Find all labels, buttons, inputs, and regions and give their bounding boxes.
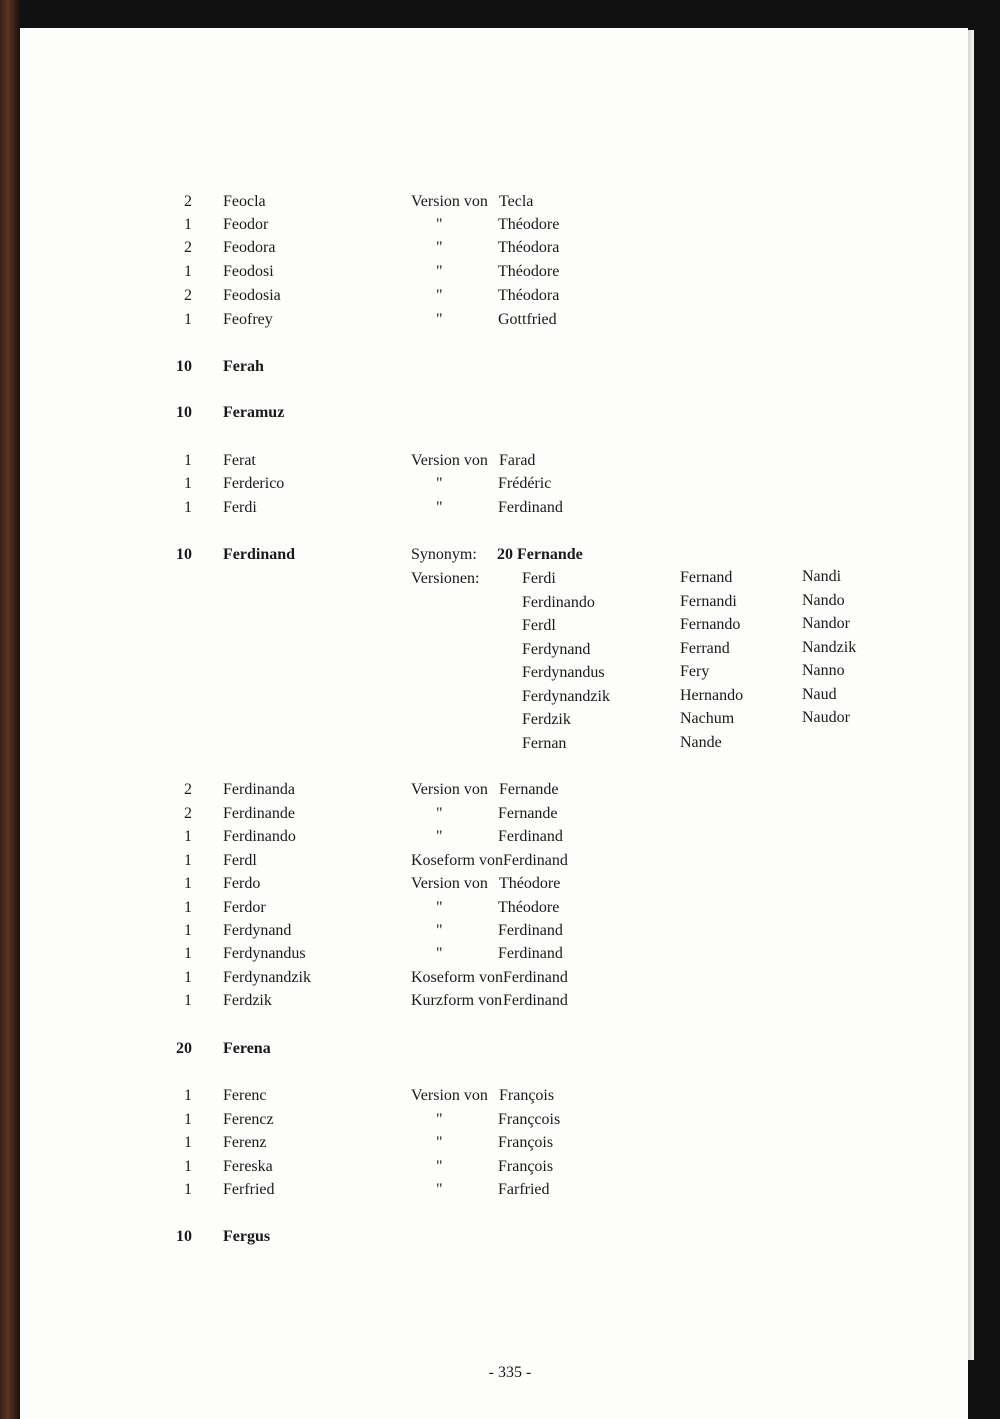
entry-reference: Fernande bbox=[498, 805, 558, 822]
entry-reference: Farfried bbox=[498, 1181, 550, 1198]
ditto-mark: " bbox=[436, 1134, 443, 1151]
entry-count: 1 bbox=[184, 1111, 192, 1128]
entry-reference: Gottfried bbox=[498, 311, 557, 328]
version-name: Ferdynandus bbox=[522, 664, 605, 681]
version-name: Ferdinando bbox=[522, 594, 595, 611]
ditto-mark: " bbox=[436, 805, 443, 822]
entry-reference: Ferdinand bbox=[498, 828, 563, 845]
entry-count: 1 bbox=[184, 216, 192, 233]
entry-count: 2 bbox=[184, 193, 192, 210]
entry-count: 2 bbox=[184, 805, 192, 822]
entry-name: Ferdynandzik bbox=[223, 969, 311, 986]
entry-name: Feofrey bbox=[223, 311, 273, 328]
ditto-mark: " bbox=[436, 1111, 443, 1128]
entry-count: 1 bbox=[184, 452, 192, 469]
document-page bbox=[20, 28, 968, 1419]
ditto-mark: " bbox=[436, 828, 443, 845]
version-name: Naud bbox=[802, 686, 837, 703]
entry-name: Ferdor bbox=[223, 899, 266, 916]
ditto-mark: " bbox=[436, 311, 443, 328]
entry-count: 2 bbox=[184, 287, 192, 304]
entry-name: Ferdinanda bbox=[223, 781, 295, 798]
entry-name: Ferena bbox=[223, 1040, 271, 1057]
version-name: Fernan bbox=[522, 735, 567, 752]
entry-count: 10 bbox=[176, 546, 192, 563]
entry-count: 1 bbox=[184, 1134, 192, 1151]
entry-name: Ferah bbox=[223, 358, 264, 375]
entry-reference: Théodore bbox=[499, 875, 561, 892]
version-name: Nanno bbox=[802, 662, 845, 679]
entry-count: 10 bbox=[176, 1228, 192, 1245]
entry-relation: Version von bbox=[411, 1087, 488, 1104]
entry-count: 1 bbox=[184, 922, 192, 939]
entry-name: Ferdi bbox=[223, 499, 257, 516]
entry-reference: Ferdinand bbox=[503, 852, 568, 869]
entry-count: 2 bbox=[184, 239, 192, 256]
entry-name: Ferdynandus bbox=[223, 945, 306, 962]
entry-reference: Françcois bbox=[498, 1111, 561, 1128]
entry-count: 2 bbox=[184, 781, 192, 798]
entry-reference: Ferdinand bbox=[498, 922, 563, 939]
entry-relation: Kurzform von bbox=[411, 992, 503, 1009]
versionen-label: Versionen: bbox=[411, 570, 480, 587]
entry-reference: François bbox=[499, 1087, 555, 1104]
entry-reference: Frédéric bbox=[498, 475, 552, 492]
entry-count: 1 bbox=[184, 475, 192, 492]
version-name: Ferrand bbox=[680, 640, 730, 657]
entry-reference: Ferdinand bbox=[498, 499, 563, 516]
entry-count: 1 bbox=[184, 1087, 192, 1104]
entry-reference: Fernande bbox=[499, 781, 559, 798]
entry-name: Ferenz bbox=[223, 1134, 267, 1151]
entry-count: 1 bbox=[184, 875, 192, 892]
entry-reference: François bbox=[498, 1158, 554, 1175]
entry-name: Ferderico bbox=[223, 475, 285, 492]
entry-name: Ferencz bbox=[223, 1111, 274, 1128]
entry-reference: 20 Fernande bbox=[497, 546, 583, 563]
entry-count: 10 bbox=[176, 358, 192, 375]
entry-name: Ferdinande bbox=[223, 805, 295, 822]
entry-relation: Version von bbox=[411, 875, 488, 892]
version-name: Nando bbox=[802, 592, 845, 609]
entry-name: Feodora bbox=[223, 239, 276, 256]
version-name: Ferdl bbox=[522, 617, 556, 634]
entry-name: Feodosi bbox=[223, 263, 274, 280]
version-name: Fernand bbox=[680, 569, 733, 586]
entry-name: Feocla bbox=[223, 193, 266, 210]
entry-name: Feodosia bbox=[223, 287, 281, 304]
entry-reference: François bbox=[498, 1134, 554, 1151]
entry-name: Fereska bbox=[223, 1158, 273, 1175]
version-name: Ferdynandzik bbox=[522, 688, 610, 705]
entry-count: 20 bbox=[176, 1040, 192, 1057]
ditto-mark: " bbox=[436, 216, 443, 233]
name-list bbox=[20, 28, 968, 1419]
page-number: - 335 - bbox=[488, 1364, 532, 1381]
entry-count: 1 bbox=[184, 945, 192, 962]
entry-reference: Théodore bbox=[498, 263, 560, 280]
version-name: Ferdzik bbox=[522, 711, 571, 728]
entry-count: 1 bbox=[184, 1181, 192, 1198]
entry-reference: Farad bbox=[499, 452, 536, 469]
version-name: Ferdynand bbox=[522, 641, 591, 658]
version-name: Fernando bbox=[680, 616, 741, 633]
entry-name: Ferdinand bbox=[223, 546, 296, 563]
entry-name: Ferdl bbox=[223, 852, 257, 869]
ditto-mark: " bbox=[436, 1181, 443, 1198]
version-name: Ferdi bbox=[522, 570, 556, 587]
ditto-mark: " bbox=[436, 1158, 443, 1175]
version-name: Fery bbox=[680, 663, 710, 680]
ditto-mark: " bbox=[436, 899, 443, 916]
version-name: Naudor bbox=[802, 709, 850, 726]
book-spine bbox=[0, 0, 20, 1419]
entry-name: Ferfried bbox=[223, 1181, 275, 1198]
entry-name: Fergus bbox=[223, 1228, 271, 1245]
entry-reference: Théodora bbox=[498, 239, 560, 256]
entry-relation: Version von bbox=[411, 452, 488, 469]
entry-count: 10 bbox=[176, 404, 192, 421]
entry-name: Ferenc bbox=[223, 1087, 267, 1104]
entry-reference: Tecla bbox=[499, 193, 534, 210]
entry-count: 1 bbox=[184, 828, 192, 845]
entry-relation: Version von bbox=[411, 193, 488, 210]
entry-relation: Synonym: bbox=[411, 546, 477, 563]
entry-count: 1 bbox=[184, 311, 192, 328]
version-name: Nande bbox=[680, 734, 722, 751]
version-name: Fernandi bbox=[680, 593, 737, 610]
entry-count: 1 bbox=[184, 852, 192, 869]
entry-name: Feodor bbox=[223, 216, 269, 233]
version-name: Nandi bbox=[802, 568, 842, 585]
entry-count: 1 bbox=[184, 969, 192, 986]
ditto-mark: " bbox=[436, 499, 443, 516]
entry-count: 1 bbox=[184, 992, 192, 1009]
entry-name: Ferdo bbox=[223, 875, 261, 892]
ditto-mark: " bbox=[436, 239, 443, 256]
entry-name: Feramuz bbox=[223, 404, 285, 421]
entry-reference: Théodora bbox=[498, 287, 560, 304]
version-name: Nachum bbox=[680, 710, 735, 727]
entry-relation: Koseform von bbox=[411, 852, 503, 869]
version-name: Nandor bbox=[802, 615, 850, 632]
entry-reference: Théodore bbox=[498, 216, 560, 233]
entry-relation: Koseform von bbox=[411, 969, 503, 986]
entry-name: Ferat bbox=[223, 452, 256, 469]
version-name: Nandzik bbox=[802, 639, 857, 656]
entry-reference: Ferdinand bbox=[503, 992, 568, 1009]
entry-reference: Ferdinand bbox=[503, 969, 568, 986]
entry-name: Ferdynand bbox=[223, 922, 292, 939]
entry-count: 1 bbox=[184, 263, 192, 280]
version-name: Hernando bbox=[680, 687, 744, 704]
ditto-mark: " bbox=[436, 263, 443, 280]
ditto-mark: " bbox=[436, 475, 443, 492]
entry-count: 1 bbox=[184, 899, 192, 916]
entry-reference: Ferdinand bbox=[498, 945, 563, 962]
entry-relation: Version von bbox=[411, 781, 488, 798]
ditto-mark: " bbox=[436, 945, 443, 962]
entry-name: Ferdzik bbox=[223, 992, 272, 1009]
entry-reference: Théodore bbox=[498, 899, 560, 916]
entry-name: Ferdinando bbox=[223, 828, 296, 845]
ditto-mark: " bbox=[436, 287, 443, 304]
entry-count: 1 bbox=[184, 499, 192, 516]
ditto-mark: " bbox=[436, 922, 443, 939]
entry-count: 1 bbox=[184, 1158, 192, 1175]
